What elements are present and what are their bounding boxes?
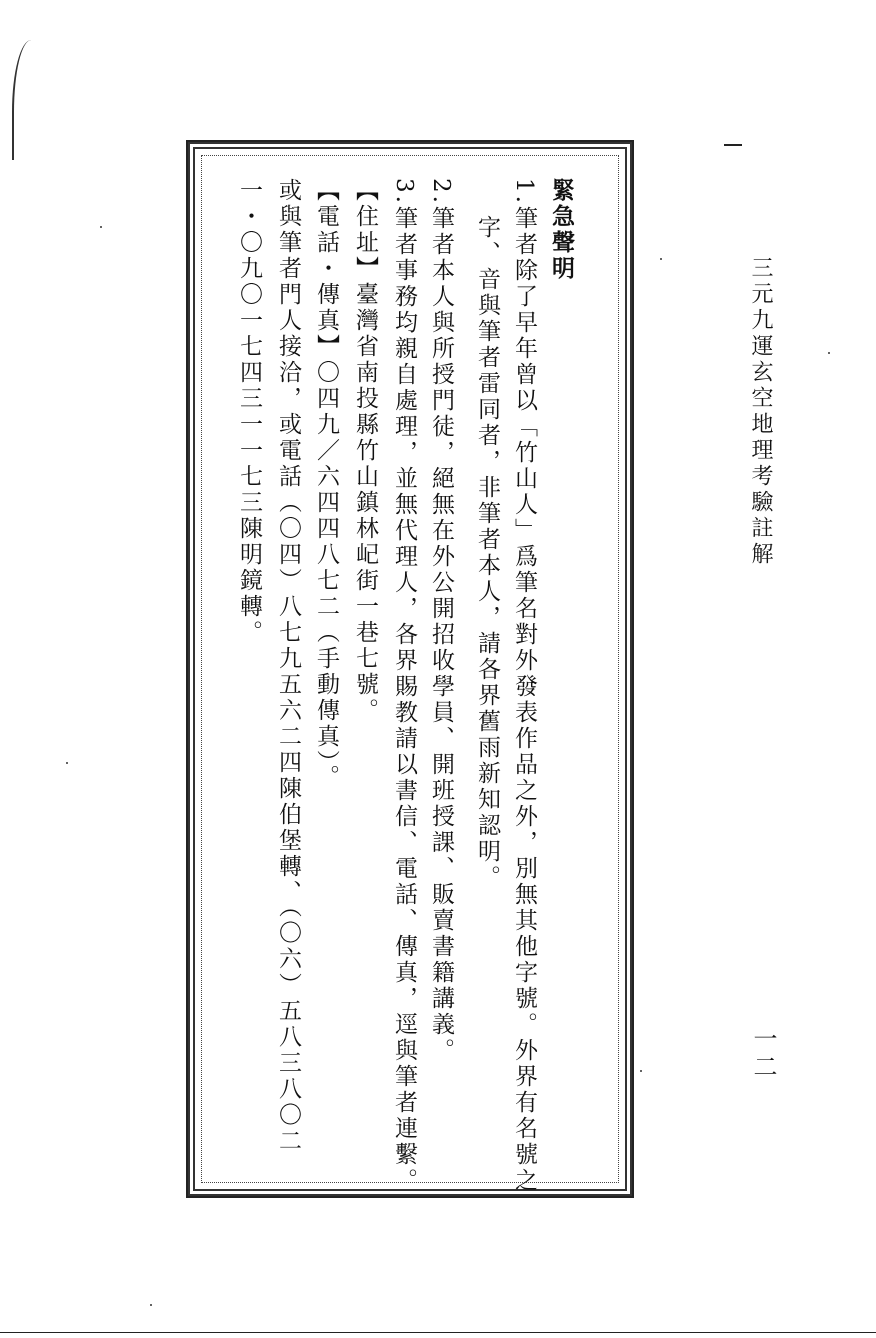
scan-speck <box>660 258 662 260</box>
notice-column-8: 一・〇九〇一七四三一一七三陳明鏡轉。 <box>236 178 262 646</box>
notice-column-2: 字、音與筆者雷同者，非筆者本人，請各界舊雨新知認明。 <box>474 215 500 891</box>
running-title: 三元九運玄空地理考驗註解 <box>748 256 773 568</box>
notice-column-3: 2.筆者本人與所授門徒，絕無在外公開招收學員、開班授課、販賣書籍講義。 <box>428 178 454 1064</box>
binding-edge-mark <box>12 40 44 160</box>
scan-speck <box>640 1070 642 1072</box>
scan-speck <box>150 1304 152 1306</box>
scan-speck <box>100 226 102 228</box>
page-number: 一二 <box>749 1026 777 1082</box>
notice-column-7: 或與筆者門人接洽，或電話（〇四）八七九五六二四陳伯堡轉、（〇六）五八三八〇二 <box>275 178 301 1155</box>
notice-column-4: 3.筆者事務均親自處理，並無代理人，各界賜教請以書信、電話、傳真，逕與筆者連繫。 <box>391 178 417 1194</box>
scan-speck <box>828 352 830 354</box>
notice-heading: 緊急聲明 <box>548 178 575 282</box>
page-tick-mark <box>724 144 742 146</box>
scan-speck <box>66 762 68 764</box>
bottom-edge-rule <box>0 1332 876 1333</box>
notice-column-1: 1.筆者除了早年曾以「竹山人」爲筆名對外發表作品之外，別無其他字號。外界有名號之 <box>511 178 537 1194</box>
notice-column-address: 【住址】臺灣省南投縣竹山鎮林屺街一巷七號。 <box>352 178 378 724</box>
notice-column-phone: 【電話・傳真】〇四九／六四四八七二（手動傳真）。 <box>313 178 339 791</box>
